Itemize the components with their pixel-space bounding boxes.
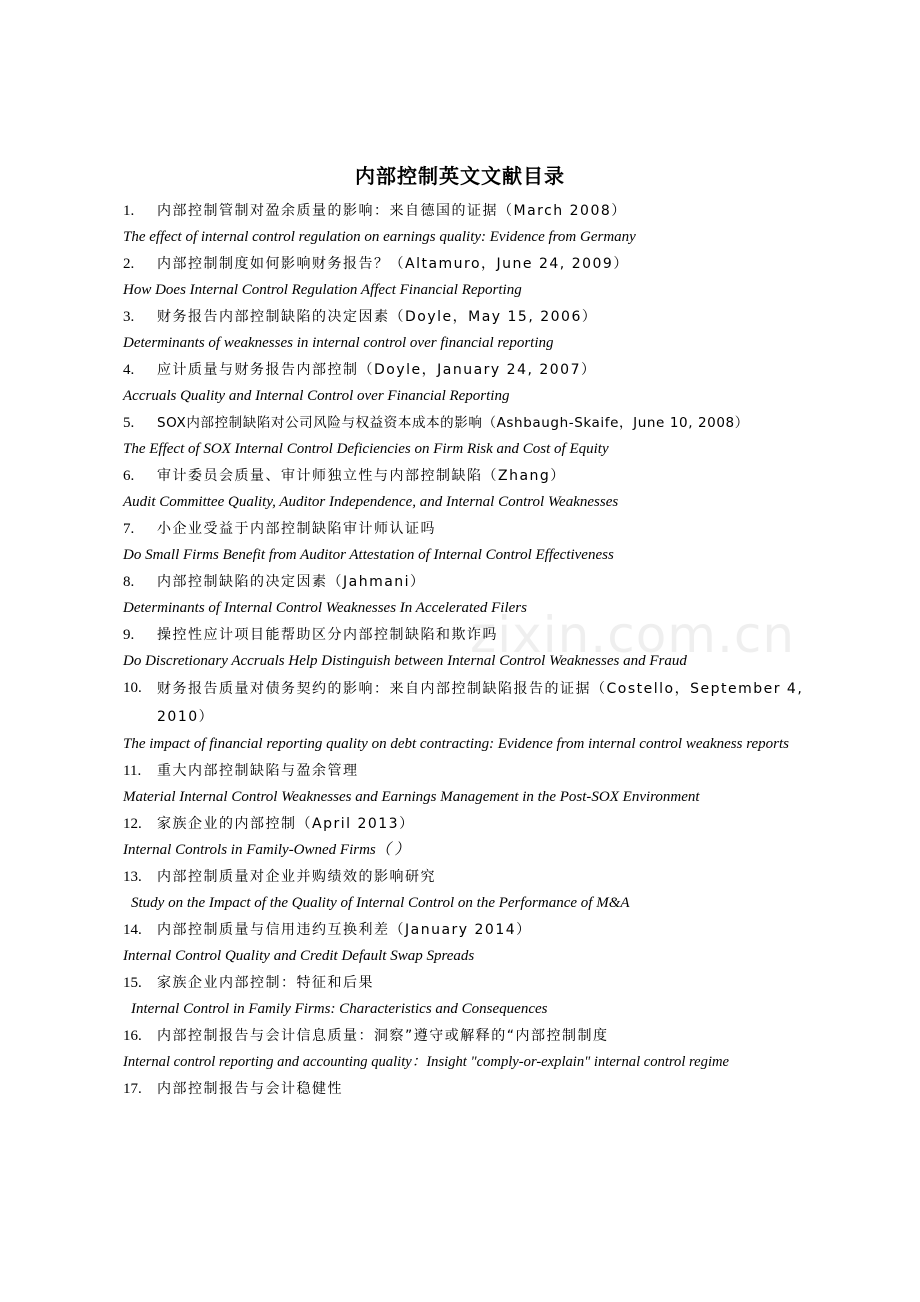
entry-4-english: Accruals Quality and Internal Control over Financial Reporting bbox=[123, 388, 510, 404]
entry-7-english: Do Small Firms Benefit from Auditor Attestation of Internal Control Effectiveness bbox=[123, 547, 614, 563]
entry-12-chinese bbox=[123, 811, 813, 837]
entry-9-chinese bbox=[123, 622, 813, 648]
entry-4-chinese bbox=[123, 357, 813, 383]
entry-chinese-title: 内部控制管制对盈余质量的影响：来自德国的证据（March 2008） bbox=[157, 203, 627, 219]
entry-17-chinese bbox=[123, 1076, 813, 1102]
entry-10-chinese bbox=[123, 675, 813, 731]
entry-3-chinese bbox=[123, 304, 813, 330]
entry-8-english: Determinants of Internal Control Weaknesses In Accelerated Filers bbox=[123, 600, 527, 616]
entry-chinese-title: 内部控制缺陷的决定因素（Jahmani） bbox=[157, 574, 426, 590]
entry-chinese-title: 内部控制质量与信用违约互换利差（January 2014） bbox=[157, 922, 532, 938]
entry-number: 3. bbox=[123, 309, 135, 325]
entry-number: 12. bbox=[123, 816, 142, 832]
entry-number: 9. bbox=[123, 627, 135, 643]
entry-chinese-title: 操控性应计项目能帮助区分内部控制缺陷和欺诈吗 bbox=[157, 627, 498, 643]
entry-1-chinese bbox=[123, 198, 813, 224]
entry-number: 13. bbox=[123, 869, 142, 885]
entry-chinese-title: 内部控制报告与会计信息质量：洞察”遵守或解释的“内部控制制度 bbox=[157, 1028, 609, 1044]
entry-15-english: Internal Control in Family Firms: Characteristics and Consequences bbox=[131, 1001, 548, 1017]
entry-number: 17. bbox=[123, 1081, 142, 1097]
entry-number: 1. bbox=[123, 203, 135, 219]
entry-13-english: Study on the Impact of the Quality of Internal Control on the Performance of M&A bbox=[131, 895, 630, 911]
entry-16-chinese bbox=[123, 1023, 813, 1049]
entry-number: 16. bbox=[123, 1028, 142, 1044]
entry-14-english: Internal Control Quality and Credit Default Swap Spreads bbox=[123, 948, 475, 964]
entry-5-english: The Effect of SOX Internal Control Deficiencies on Firm Risk and Cost of Equity bbox=[123, 441, 609, 457]
entry-8-chinese bbox=[123, 569, 813, 595]
entry-chinese-title: 小企业受益于内部控制缺陷审计师认证吗 bbox=[157, 521, 436, 537]
entry-10-english: The impact of financial reporting quality on debt contracting: Evidence from internal control weakness reports bbox=[123, 736, 790, 752]
entry-number: 15. bbox=[123, 975, 142, 991]
entry-1-english: The effect of internal control regulation on earnings quality: Evidence from Germany bbox=[123, 229, 636, 245]
entry-number: 7. bbox=[123, 521, 135, 537]
reference-list bbox=[123, 198, 813, 1102]
entry-chinese-title: SOX内部控制缺陷对公司风险与权益资本成本的影响（Ashbaugh-Skaife，June 10, 2008） bbox=[157, 415, 749, 431]
entry-chinese-title: 内部控制报告与会计稳健性 bbox=[157, 1081, 343, 1097]
entry-chinese-title: 家族企业的内部控制（April 2013） bbox=[157, 816, 415, 832]
entry-14-chinese bbox=[123, 917, 813, 943]
entry-6-chinese bbox=[123, 463, 813, 489]
entry-16-english: Internal control reporting and accounting quality：Insight "comply-or-explain" internal control regime bbox=[123, 1054, 730, 1070]
entry-5-chinese bbox=[123, 410, 813, 436]
entry-12-english: Internal Controls in Family-Owned Firms（ ） bbox=[123, 842, 410, 858]
entry-chinese-title: 重大内部控制缺陷与盈余管理 bbox=[157, 763, 359, 779]
entry-number: 4. bbox=[123, 362, 135, 378]
entry-chinese-title: 应计质量与财务报告内部控制（Doyle，January 24, 2007） bbox=[157, 362, 597, 378]
entry-number: 11. bbox=[123, 763, 142, 779]
entry-2-english: How Does Internal Control Regulation Affect Financial Reporting bbox=[123, 282, 522, 298]
entry-number: 14. bbox=[123, 922, 142, 938]
entry-7-chinese bbox=[123, 516, 813, 542]
entry-11-english: Material Internal Control Weaknesses and Earnings Management in the Post-SOX Environment bbox=[123, 789, 700, 805]
entry-3-english: Determinants of weaknesses in internal control over financial reporting bbox=[123, 335, 554, 351]
entry-number: 10. bbox=[123, 680, 142, 696]
watermark: zixin.com.cn bbox=[470, 606, 796, 664]
entry-chinese-title: 内部控制制度如何影响财务报告？（Altamuro，June 24, 2009） bbox=[157, 256, 629, 272]
entry-chinese-title: 内部控制质量对企业并购绩效的影响研究 bbox=[157, 869, 436, 885]
page-title: 内部控制英文文献目录 bbox=[355, 164, 565, 188]
entry-number: 6. bbox=[123, 468, 135, 484]
entry-chinese-title: 家族企业内部控制：特征和后果 bbox=[157, 975, 374, 991]
entry-chinese-title: 审计委员会质量、审计师独立性与内部控制缺陷（Zhang） bbox=[157, 468, 566, 484]
entry-chinese-title: 财务报告质量对债务契约的影响：来自内部控制缺陷报告的证据（Costello，September 4, 2010） bbox=[157, 681, 804, 725]
entry-6-english: Audit Committee Quality, Auditor Independence, and Internal Control Weaknesses bbox=[123, 494, 619, 510]
entry-number: 8. bbox=[123, 574, 135, 590]
entry-2-chinese bbox=[123, 251, 813, 277]
entry-number: 5. bbox=[123, 415, 135, 431]
entry-13-chinese bbox=[123, 864, 813, 890]
entry-chinese-title: 财务报告内部控制缺陷的决定因素（Doyle，May 15, 2006） bbox=[157, 309, 598, 325]
entry-9-english: Do Discretionary Accruals Help Distinguish between Internal Control Weaknesses and Fraud bbox=[123, 653, 687, 669]
entry-15-chinese bbox=[123, 970, 813, 996]
entry-number: 2. bbox=[123, 256, 135, 272]
entry-11-chinese bbox=[123, 758, 813, 784]
